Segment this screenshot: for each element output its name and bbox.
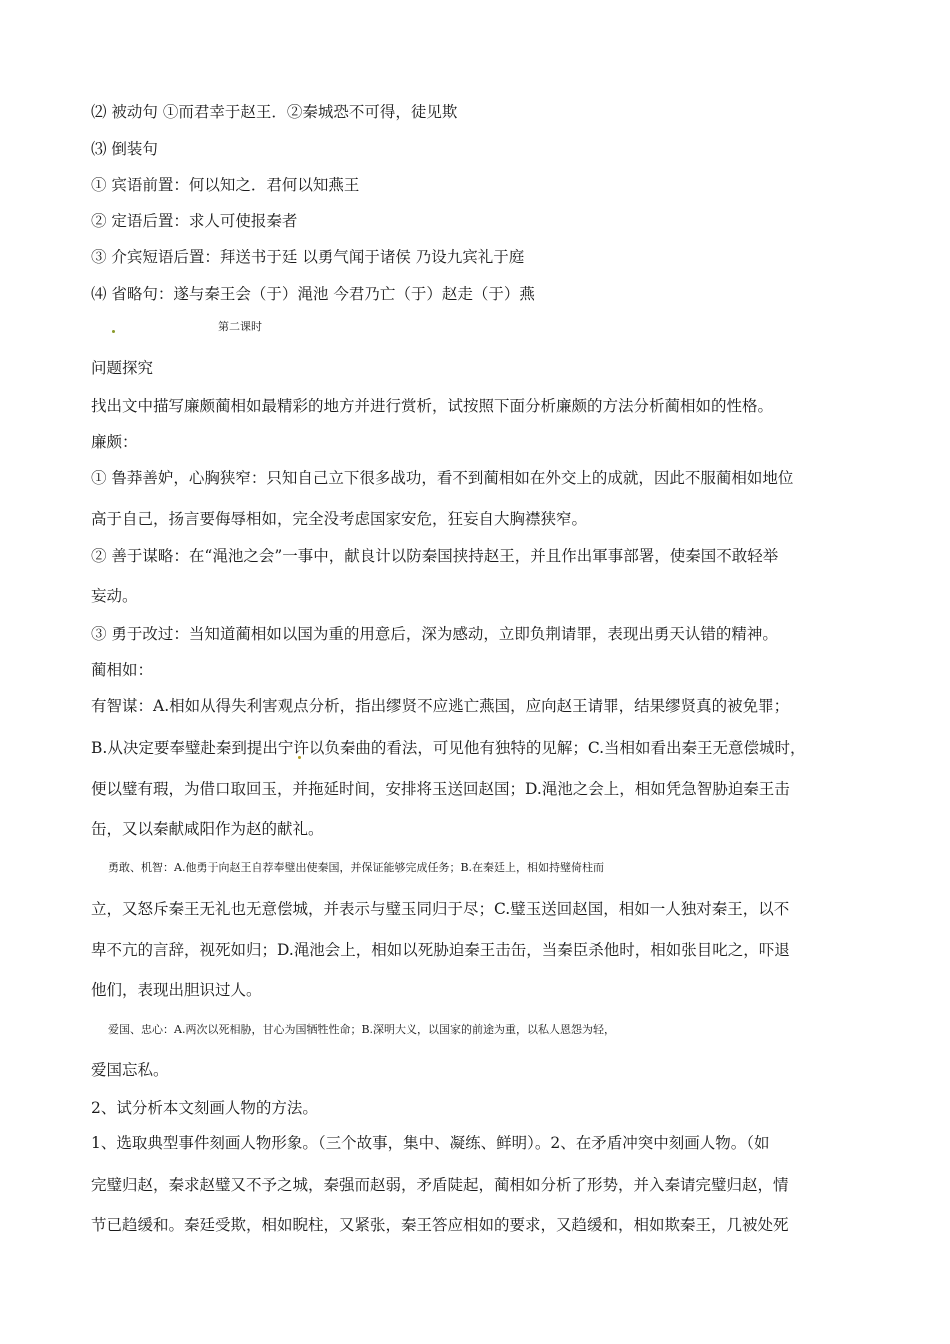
text-line: 立，又怒斥秦王无礼也无意偿城，并表示与璧玉同归于尽；C.璧玉送回赵国，相如一人独对秦王，以不: [91, 900, 790, 918]
text-line: 有智谋：A.相如从得失利害观点分析，指出缪贤不应逃亡燕国，应向赵王请罪，结果缪贤真的被免罪；: [91, 697, 790, 715]
text-line: 找出文中描写廉颇蔺相如最精彩的地方并进行赏析，试按照下面分析廉颇的方法分析蔺相如的性格。: [91, 397, 774, 415]
text-line: ② 善于谋略：在“渑池之会”一事中，献良计以防秦国挟持赵王，并且作出軍事部署，使秦国不敢轻举: [91, 547, 779, 565]
text-line: 卑不亢的言辞，视死如归；D.渑池会上，相如以死胁迫秦王击缶，当秦臣杀他时，相如张目叱之，吓退: [91, 941, 790, 959]
text-line: 廉颇：: [91, 433, 138, 451]
text-line: 勇敢、机智：A.他勇于向赵王自荐奉璧出使秦国，并保证能够完成任务；B.在秦廷上，相如持璧倚柱而: [108, 861, 605, 874]
text-line: 他们，表现出胆识过人。: [91, 981, 262, 999]
text-line: ⑶ 倒装句: [91, 140, 158, 158]
text-line: B.从决定要奉璧赴秦到提出宁许以负秦曲的看法，可见他有独特的见解；C.当相如看出秦王无意偿城时，: [91, 739, 806, 757]
text-line: 缶，又以秦献咸阳作为赵的献礼。: [91, 820, 324, 838]
text-line: 爱国、忠心：A.两次以死相胁，甘心为国牺牲性命；B.深明大义，以国家的前途为重，以私人恩怨为轻，: [108, 1023, 616, 1036]
decorative-dot: [112, 330, 115, 333]
section-title: 第二课时: [218, 320, 262, 333]
text-line: ③ 勇于改过：当知道蔺相如以国为重的用意后，深为感动，立即负荆请罪，表现出勇天认错的精神。: [91, 625, 778, 643]
text-line: 完璧归赵，秦求赵璧又不予之城，秦强而赵弱，矛盾陡起，蔺相如分析了形势，并入秦请完璧归赵，情: [91, 1176, 789, 1194]
text-line: ① 宾语前置：何以知之．君何以知燕王: [91, 176, 360, 194]
text-line: 高于自己，扬言要侮辱相如，完全没考虑国家安危，狂妄自大胸襟狭窄。: [91, 510, 588, 528]
text-line: 便以璧有瑕，为借口取回玉，并拖延时间，安排将玉送回赵国；D.渑池之会上，相如凭急智胁迫秦王击: [91, 780, 790, 798]
text-line: 妄动。: [91, 587, 138, 605]
text-line: ① 鲁莽善妒，心胸狭窄：只知自己立下很多战功，看不到蔺相如在外交上的成就，因此不服蔺相如地位: [91, 469, 794, 487]
text-line: 蔺相如：: [91, 661, 154, 679]
text-line: 节已趋缓和。秦廷受欺，相如睨柱，又紧张，秦王答应相如的要求，又趋缓和，相如欺秦王，几被处死: [91, 1216, 789, 1234]
text-line: ② 定语后置：求人可使报秦者: [91, 212, 298, 230]
text-line: ⑷ 省略句：遂与秦王会（于）渑池 今君乃亡（于）赵走（于）燕: [91, 285, 535, 303]
text-line: ⑵ 被动句 ①而君幸于赵王．②秦城恐不可得，徒见欺: [91, 103, 458, 121]
text-line: ③ 介宾短语后置：拜送书于廷 以勇气闻于诸侯 乃设九宾礼于庭: [91, 248, 525, 266]
text-line: 1、选取典型事件刻画人物形象。（三个故事，集中、凝练、鲜明）。2、在矛盾冲突中刻画人物。（如: [91, 1134, 770, 1152]
text-line: 2、试分析本文刻画人物的方法。: [91, 1099, 318, 1117]
text-line: 问题探究: [91, 359, 154, 377]
text-line: 爱国忘私。: [91, 1061, 169, 1079]
